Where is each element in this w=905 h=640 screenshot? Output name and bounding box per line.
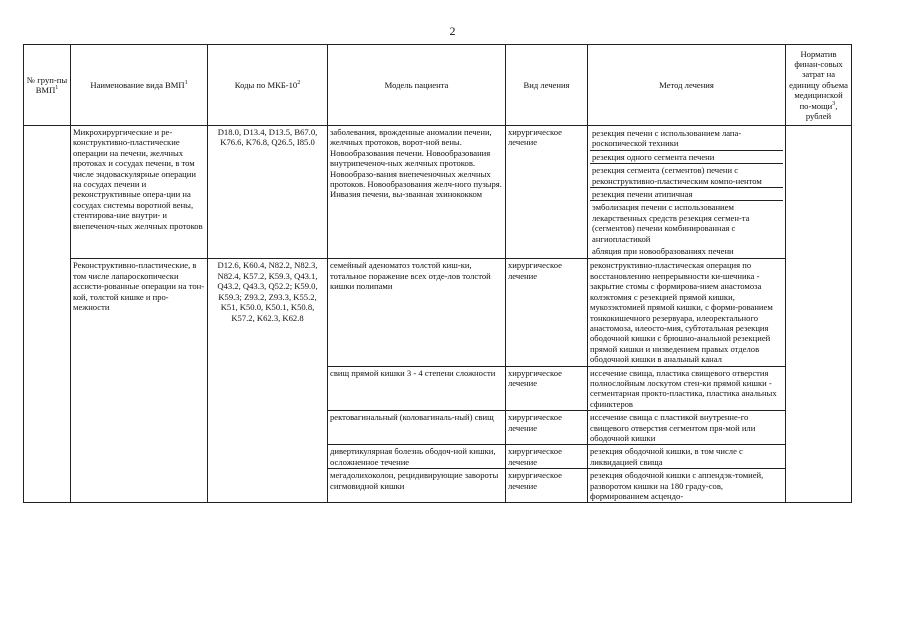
header-model: Модель пациента [328,45,506,126]
table-row [24,259,852,366]
treatment-type-cell: хирургическое лечение [506,259,588,366]
vmp-name-cell: Микрохирургические и ре-конструктивно-пластические операции на печени, желчных протоках и сосудах печени, в том числе эндоваскулярные операции на сосудах печени и реконструктивные опера-ции на сосудах системы воротной вены, стентирова-ние внутри- и внепеченоч-ных желчных протоков [71,126,208,259]
method-item: эмболизация печени с использованием лекарственных средств резекция сегмен-та (сегментов) печени комбинированная с ангиопластикой [592,202,750,244]
norm-cell [786,126,852,503]
treatment-methods-cell [588,126,786,259]
table-row [24,126,852,259]
method-item: резекция печени с использованием лапа-роскопической техники [590,127,783,151]
treatment-type-cell: хирургическое лечение [506,445,588,469]
method-item: резекция печени атипичная [590,188,783,201]
treatment-type-cell: хирургическое лечение [506,366,588,411]
treatment-method-cell: иссечение свища, пластика свищевого отверстия полнослойным лоскутом стен-ки прямой кишки - сегментарная прокто-пластика, пластика анальных сфинктеров [588,366,786,411]
header-norm: Норматив финан-совых затрат на единицу объема медицинской по-мощи$^3$, рублей [786,45,852,126]
patient-model-cell: ректовагинальный (коловагиналь-ный) свищ [328,411,506,445]
header-type: Вид лечения [506,45,588,126]
method-item: резекция сегмента (сегментов) печени с реконструктивно-пластическим компо-нентом [590,164,783,188]
vmp-name-cell: Реконструктивно-пластические, в том числе лапароскопически ассисти-рованные операции на тон-кой, толстой кишке и про-межности [71,259,208,503]
header-method: Метод лечения [588,45,786,126]
patient-model-cell: дивертикулярная болезнь ободоч-ной кишки, осложненное течение [328,445,506,469]
method-item: абляция при новообразованиях печени [592,246,734,257]
icd-codes-cell: D18.0, D13.4, D13.5, B67.0, K76.6, K76.8, Q26.5, I85.0 [208,126,328,259]
treatment-type-cell: хирургическое лечение [506,126,588,259]
page-number: 2 [449,24,456,38]
vmp-table [23,44,852,503]
patient-model-cell: заболевания, врожденные аномалии печени, желчных протоков, ворот-ной вены. Новообразования печени. Новообразования внутрипеченоч-ных желчных протоков. Новообразо-вания внепеченочных желчных протоков. Новообразования желч-ного пузыря. Инвазия печени, вы-званная эхинококком [328,126,506,259]
icd-codes-cell: D12.6, K60.4, N82.2, N82.3, N82.4, K57.2, K59.3, Q43.1, Q43.2, Q43.3, Q52.2; K59.0, K59.3; Z93.2, Z93.3, K55.2, K51, K50.0, K50.1, K50.8, K57.2, K62.3, K62.8 [208,259,328,503]
group-cell [24,126,71,503]
patient-model-cell: свищ прямой кишки 3 - 4 степени сложности [328,366,506,411]
treatment-type-cell: хирургическое лечение [506,469,588,503]
header-group: № груп-пы ВМП$^1$ [24,45,71,126]
treatment-type-cell: хирургическое лечение [506,411,588,445]
header-name: Наименование вида ВМП$^1$ [71,45,208,126]
header-codes: Коды по МКБ-$10^2$ [208,45,328,126]
patient-model-cell: семейный аденоматоз толстой киш-ки, тотальное поражение всех отде-лов толстой кишки полипами [328,259,506,366]
treatment-method-cell: иссечение свища с пластикой внутренне-го свищевого отверстия сегментом пря-мой или ободочной кишки [588,411,786,445]
treatment-method-cell: резекция ободочной кишки, в том числе с ликвидацией свища [588,445,786,469]
patient-model-cell: мегадолихоколон, рецидивирующие завороты сигмовидной кишки [328,469,506,503]
table-header-row [24,45,852,126]
treatment-method-cell: резекция ободочной кишки с аппендэк-томией, разворотом кишки на 180 граду-сов, формированием асцендо- [588,469,786,503]
treatment-method-cell: реконструктивно-пластическая операция по восстановлению непрерывности ки-шечника - закрытие стомы с формирова-нием анастомоза колэктомия с резекцией прямой кишки, мукозэктомией прямой кишки, с форми-рованием тонкокишечного резервуара, илеоректального анастомоза, илеосто-мия, субтотальная резекция ободочной кишки с брюшно-анальной резекцией прямой кишки и низведением правых отделов ободочной кишки в анальный канал [588,259,786,366]
method-item: резекция одного сегмента печени [590,151,783,164]
